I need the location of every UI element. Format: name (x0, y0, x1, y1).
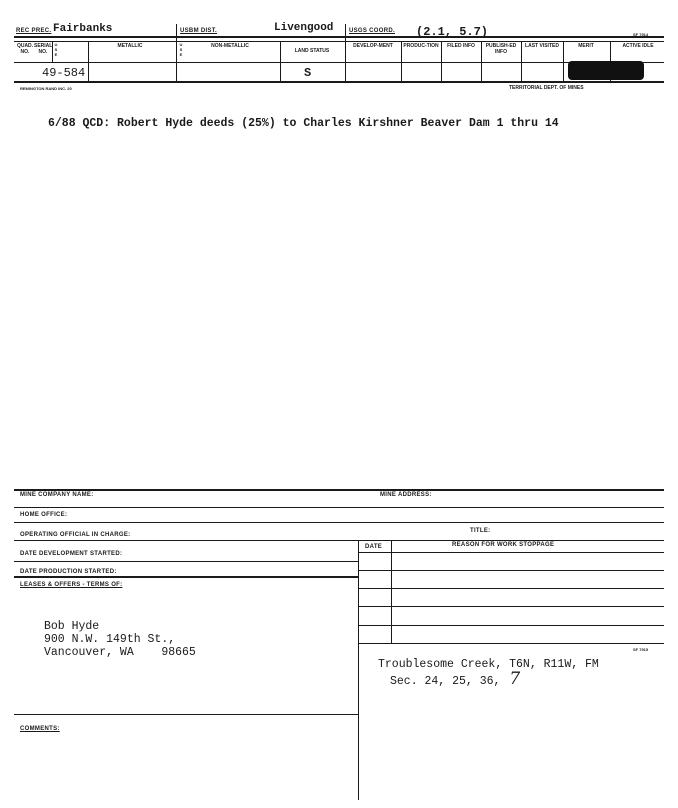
date-dev-started-label: DATE DEVELOPMENT STARTED: (20, 551, 123, 557)
title-label: TITLE: (470, 528, 491, 534)
operating-official-label: OPERATING OFFICIAL IN CHARGE: (20, 532, 131, 538)
col-serial: SERIAL NO. (34, 43, 53, 55)
mine-company-name-label: MINE COMPANY NAME: (20, 492, 94, 498)
date-col-label: DATE (365, 544, 383, 550)
location-block (378, 658, 599, 689)
col-use-2: U S E (179, 42, 183, 57)
land-status-value: S (304, 66, 312, 80)
date-prod-started-label: DATE PRODUCTION STARTED: (20, 569, 117, 575)
merit-redaction (568, 61, 644, 80)
header-form-code: SF 7914 (633, 32, 649, 37)
col-metallic: METALLIC (117, 43, 143, 49)
usgs-coord-value: (2.1, 5.7) (416, 25, 489, 39)
territorial-mark: TERRITORIAL DEPT. OF MINES (509, 85, 584, 91)
col-non-metallic: NON-METALLIC (211, 43, 249, 49)
col-active-idle: ACTIVE IDLE (622, 43, 654, 49)
lower-form-code: SF 7915 (633, 647, 649, 652)
col-land-status: LAND STATUS (294, 48, 330, 54)
rec-prec-value: Fairbanks (53, 23, 113, 35)
owner-name: Bob Hyde (44, 620, 100, 633)
leases-label: LEASES & OFFERS - TERMS OF: (20, 582, 123, 588)
usbm-dist-value: Livengood (274, 22, 334, 34)
comments-label: COMMENTS: (20, 726, 60, 732)
serial-value: 49-584 (42, 66, 86, 80)
printer-mark: REMINGTON RAND INC. 20 (20, 86, 72, 91)
owner-block (44, 620, 196, 659)
col-published-info: PUBLISH-ED INFO (485, 43, 517, 55)
usgs-coord-label: USGS COORD. (349, 28, 395, 34)
col-development: DEVELOP-MENT (353, 43, 393, 49)
reason-col-label: REASON FOR WORK STOPPAGE (452, 542, 555, 548)
location-line-1: Troublesome Creek, T6N, R11W, FM (378, 658, 599, 671)
col-quad: QUAD. NO. (16, 43, 34, 55)
deed-note: 6/88 QCD: Robert Hyde deeds (25%) to Charles Kirshner Beaver Dam 1 thru 14 (48, 117, 559, 130)
home-office-label: HOME OFFICE: (20, 512, 68, 518)
owner-street: 900 N.W. 149th St., (44, 633, 176, 646)
owner-city: Vancouver, WA 98665 (44, 646, 196, 659)
mine-address-label: MINE ADDRESS: (380, 492, 432, 498)
rec-prec-label: REC PREC. (16, 28, 52, 34)
col-use-1: U S E (54, 42, 58, 57)
handwritten-seven: 7 (509, 669, 521, 689)
col-merit: MERIT (578, 43, 594, 49)
col-production: PRODUC-TION (403, 43, 439, 49)
usbm-dist-label: USBM DIST. (180, 28, 218, 34)
col-last-visited: LAST VISITED (525, 43, 559, 49)
col-filed-info: FILED INFO (447, 43, 475, 49)
location-line-2: Sec. 24, 25, 36, (390, 675, 501, 688)
